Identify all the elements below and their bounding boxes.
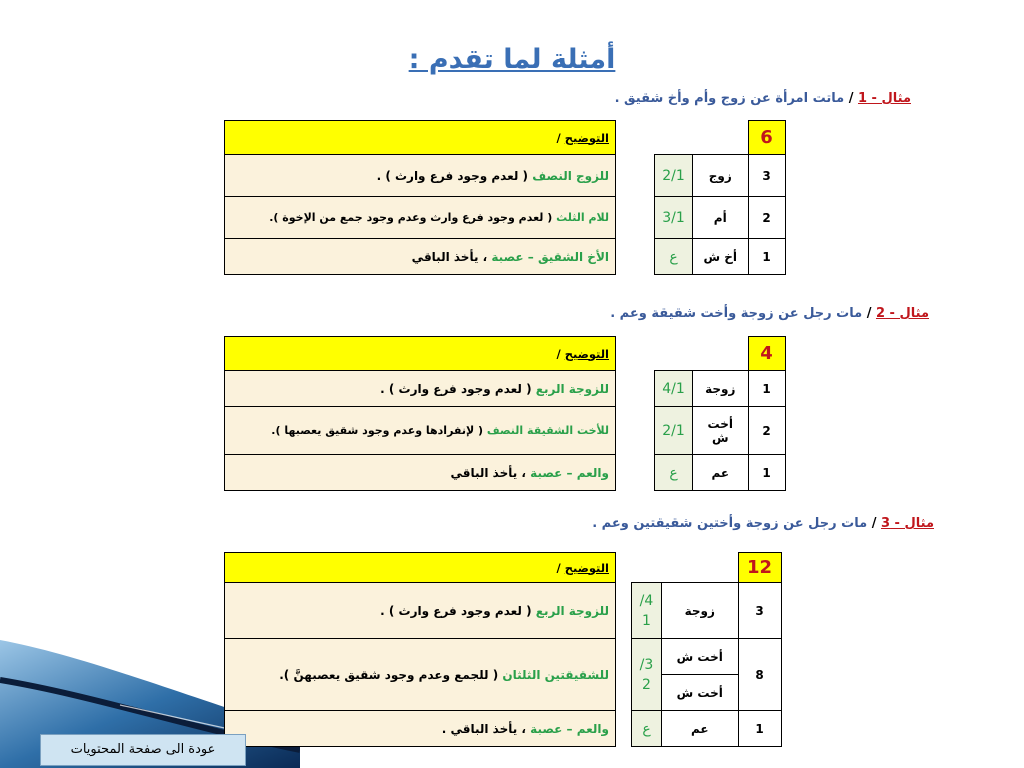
share-cell: 4/1 [655, 371, 693, 407]
example-text: مات رجل عن زوجة وأخت شقيقة وعم . [610, 306, 863, 321]
explanation-row: للأخت الشقيقة النصف ( لإنفرادها وعدم وجود شقيق يعصبها ). [225, 407, 616, 455]
heir-cell: أم [693, 197, 749, 239]
example-1-title: مثال - 1 / ماتت امرأة عن زوج وأم وأخ شقيق . [614, 91, 911, 106]
example-number: 3 [880, 516, 891, 531]
share-cell: ع [655, 239, 693, 275]
back-to-contents-button[interactable]: عودة الى صفحة المحتويات [40, 734, 246, 766]
share-cell: 2/1 [655, 407, 693, 455]
example-label: مثال - [890, 516, 934, 531]
count-cell: 8 [738, 639, 781, 711]
calculation-table-2 [654, 336, 786, 491]
example-label: مثال - [867, 91, 911, 106]
count-cell: 3 [738, 583, 781, 639]
share-cell: ع [655, 455, 693, 491]
explanation-table-2 [224, 336, 616, 491]
explanation-header: التوضيح / [225, 553, 616, 583]
calculation-table-3 [631, 552, 782, 747]
share-cell: ع [632, 711, 662, 747]
explanation-row: للزوجة الربع ( لعدم وجود فرع وارث ) . [225, 583, 616, 639]
heir-cell: زوج [693, 155, 749, 197]
explanation-row: للام الثلث ( لعدم وجود فرع وارث وعدم وجود جمع من الإخوة ). [225, 197, 616, 239]
share-cell: 3/1 [655, 197, 693, 239]
explanation-header: التوضيح / [225, 337, 616, 371]
explanation-table-3 [224, 552, 616, 747]
heir-cell: أخت ش [662, 639, 739, 675]
heir-cell: زوجة [662, 583, 739, 639]
base-number: 6 [748, 121, 785, 155]
example-label: مثال - [885, 306, 929, 321]
heir-cell: عم [693, 455, 749, 491]
count-cell: 2 [748, 197, 785, 239]
share-cell: 2/1 [655, 155, 693, 197]
base-number: 4 [748, 337, 785, 371]
explanation-table-1 [224, 120, 616, 275]
example-3-title: مثال - 3 / مات رجل عن زوجة وأختين شقيقتين وعم . [592, 516, 934, 531]
explanation-row: والعم – عصبة ، يأخذ الباقي . [225, 711, 616, 747]
heir-cell: أخت ش [662, 675, 739, 711]
explanation-header: التوضيح / [225, 121, 616, 155]
explanation-row: للشقيقتين الثلثان ( للجمع وعدم وجود شقيق يعصبهنَّ ). [225, 639, 616, 711]
count-cell: 1 [748, 455, 785, 491]
example-text: مات رجل عن زوجة وأختين شقيقتين وعم . [592, 516, 868, 531]
example-2-title: مثال - 2 / مات رجل عن زوجة وأخت شقيقة وعم . [610, 306, 929, 321]
page-title: أمثلة لما تقدم : [408, 44, 616, 75]
explanation-row: والعم – عصبة ، يأخذ الباقي [225, 455, 616, 491]
explanation-row: الأخ الشقيق – عصبة ، يأخذ الباقي [225, 239, 616, 275]
count-cell: 3 [748, 155, 785, 197]
share-cell: 3/ 2 [632, 639, 662, 711]
count-cell: 2 [748, 407, 785, 455]
example-number: 2 [875, 306, 886, 321]
heir-cell: زوجة [693, 371, 749, 407]
heir-cell: أخت ش [693, 407, 749, 455]
heir-cell: عم [662, 711, 739, 747]
count-cell: 1 [738, 711, 781, 747]
count-cell: 1 [748, 371, 785, 407]
calculation-table-1 [654, 120, 786, 275]
example-number: 1 [857, 91, 868, 106]
example-text: ماتت امرأة عن زوج وأم وأخ شقيق . [614, 91, 845, 106]
count-cell: 1 [748, 239, 785, 275]
explanation-row: للزوجة الربع ( لعدم وجود فرع وارث ) . [225, 371, 616, 407]
base-number: 12 [738, 553, 781, 583]
heir-cell: أخ ش [693, 239, 749, 275]
explanation-row: للزوج النصف ( لعدم وجود فرع وارث ) . [225, 155, 616, 197]
share-cell: 4/ 1 [632, 583, 662, 639]
